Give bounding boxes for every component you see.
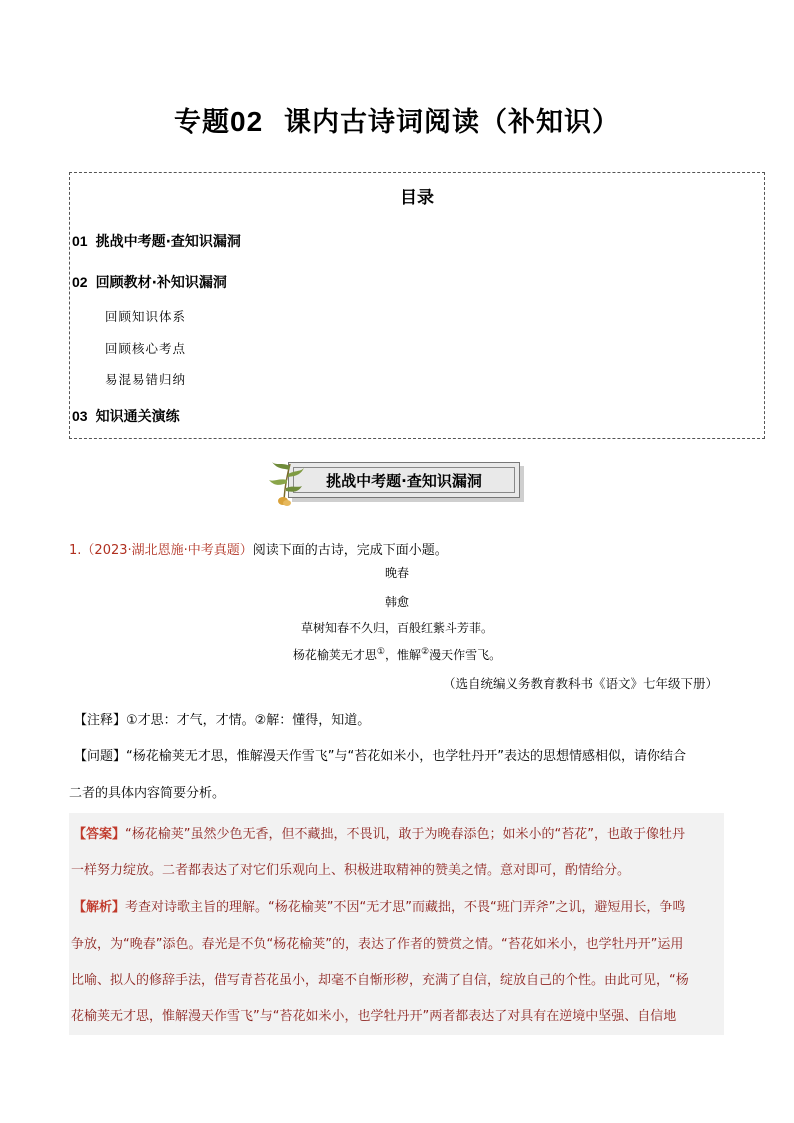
- toc-item-label: 知识通关演练: [95, 409, 180, 425]
- page-title: [0, 100, 794, 139]
- title-prefix: 专题: [174, 107, 231, 138]
- question-source: 2023·湖北恩施·中考真题: [94, 543, 240, 558]
- toc-item-01[interactable]: [72, 231, 241, 251]
- table-of-contents: [69, 172, 765, 439]
- banner-label: 挑战中考题·查知识漏洞: [293, 467, 515, 493]
- answer-tag: 【答案】: [73, 827, 126, 842]
- poem-text: 杨花榆荚无才思: [292, 648, 377, 662]
- toc-item-label: 挑战中考题·查知识漏洞: [95, 234, 241, 250]
- poem-text: ，惟解: [384, 648, 421, 662]
- toc-item-number: 03: [72, 408, 88, 424]
- answer-line: [73, 823, 685, 842]
- question-ask: 【问题】“杨花榆荚无才思，惟解漫天作雪飞”与“苔花如米小，也学牡丹开”表达的思想情感相似，请你结合: [74, 749, 686, 764]
- poem-author: 韩愈: [384, 595, 409, 609]
- title-number: 02: [230, 106, 264, 137]
- footnote-marker: ②: [421, 647, 430, 657]
- answer-text: “杨花榆荚”虽然少色无香，但不藏拙，不畏讥，敢于为晚春添色；如米小的“苔花”，也敢于像牡丹: [125, 827, 685, 842]
- toc-sub-item[interactable]: 回顾知识体系: [105, 309, 187, 324]
- analysis-line: 争放，为“晚春”添色。春光是不负“杨花榆荚”的，表达了作者的赞赏之情。“苔花如米小，也学牡丹开”运用: [71, 937, 684, 952]
- toc-item-number: 01: [72, 233, 88, 249]
- analysis-line: [73, 896, 685, 915]
- toc-sub-item[interactable]: 回顾核心考点: [105, 341, 187, 356]
- analysis-line: 花榆荚无才思，惟解漫天作雪飞”与“苔花如米小，也学牡丹开”两者都表达了对具有在逆境中坚强、自信地: [71, 1009, 677, 1024]
- poem-title: 晚春: [384, 566, 409, 580]
- leaf-plant-icon: [266, 458, 306, 508]
- poem-source: （选自统编义务教育教科书《语文》七年级下册）: [442, 676, 718, 691]
- answer-line: 一样努力绽放。二者都表达了对它们乐观向上、积极进取精神的赞美之情。意对即可，酌情给分。: [71, 863, 631, 878]
- analysis-tag: 【解析】: [73, 900, 126, 915]
- poem-notes: 【注释】①才思：才气，才情。②解：懂得，知道。: [74, 713, 371, 728]
- question-intro: [69, 544, 448, 557]
- toc-sub-item[interactable]: 易混易错归纳: [105, 372, 187, 387]
- section-banner: [266, 458, 528, 508]
- question-ask-cont: 二者的具体内容简要分析。: [69, 786, 226, 801]
- toc-item-number: 02: [72, 274, 88, 290]
- toc-item-02[interactable]: [72, 272, 227, 292]
- source-bracket: ）: [239, 543, 253, 558]
- question-number: 1.: [69, 543, 82, 558]
- title-main: 课内古诗词阅读（补知识）: [283, 107, 620, 138]
- toc-item-03[interactable]: [72, 406, 180, 426]
- analysis-text: 考查对诗歌主旨的理解。“杨花榆荚”不因“无才思”而藏拙，不畏“班门弄斧”之讥，避短用长，争鸣: [125, 900, 686, 915]
- poem-text: 漫天作雪飞。: [429, 648, 502, 662]
- footnote-marker: ①: [376, 647, 385, 657]
- toc-heading: 目录: [400, 188, 434, 208]
- answer-panel: [69, 813, 724, 1035]
- source-bracket: （: [81, 543, 95, 558]
- toc-item-label: 回顾教材·补知识漏洞: [95, 275, 227, 291]
- banner-box: [288, 462, 520, 498]
- poem-line-1: 草树知春不久归，百般红紫斗芳菲。: [300, 621, 493, 635]
- question-prompt: 阅读下面的古诗，完成下面小题。: [252, 543, 448, 558]
- poem-line-2: [0, 648, 794, 661]
- analysis-line: 比喻、拟人的修辞手法，借写青苔花虽小，却毫不自惭形秽，充满了自信，绽放自己的个性。由此可见，“杨: [71, 973, 689, 988]
